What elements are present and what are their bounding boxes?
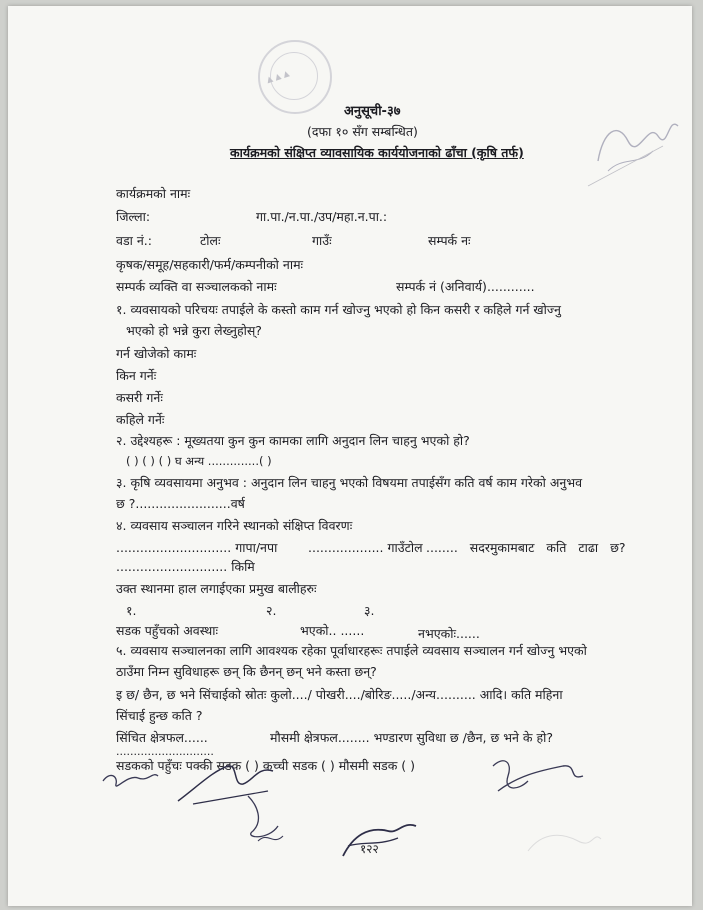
contact-person-label: सम्पर्क व्यक्ति वा सञ्चालकको नामः	[116, 279, 277, 294]
section1-heading-line2: भएको हो भन्ने कुरा लेख्नुहोस्?	[126, 323, 262, 338]
why-label: किन गर्नेः	[116, 368, 157, 383]
document-title: कार्यक्रमको संक्षिप्त व्यावसायिक कार्ययोजनाको ढाँचा (कृषि तर्फ)	[230, 145, 524, 160]
section2-options: ( ) ( ) ( ) घ अन्य ..............( )	[126, 454, 272, 468]
page-number: १२२	[360, 842, 379, 856]
handwritten-stamp-right	[568, 101, 688, 191]
road-status-label: सडक पहुँचको अवस्थाः	[116, 623, 219, 638]
annex-label: अनुसूची-३७	[344, 104, 401, 119]
section4-heading: ४. व्यवसाय सञ्चालन गरिने स्थानको संक्षिप्त विवरणः	[116, 518, 353, 533]
village-label: गाउँः	[312, 233, 332, 248]
tole-label: टोलः	[200, 233, 221, 248]
road-access-options: सडकको पहुँचः पक्की सडक ( ) कच्ची सडक ( ) मौसमी सडक ( )	[116, 758, 416, 773]
seasonal-area-storage: मौसमी क्षेत्रफल........ भण्डारण सुविधा छ /छैन, छ भने के हो?	[270, 730, 554, 745]
contact-label: सम्पर्क नः	[428, 233, 471, 248]
how-label: कसरी गर्नेः	[116, 390, 163, 405]
section3-line2: छ ?........................वर्ष	[116, 496, 245, 511]
location-municipality: ............................. गापा/नपा	[116, 540, 278, 555]
irrigated-area: सिंचित क्षेत्रफल......	[116, 730, 208, 745]
crop-3: ३.	[364, 603, 375, 618]
crop-2: २.	[266, 603, 277, 618]
faint-stamp-bottom	[523, 821, 603, 861]
farmer-group-label: कृषक/समूह/सहकारी/फर्म/कम्पनीको नामः	[116, 257, 304, 272]
program-name-label: कार्यक्रमको नामः	[116, 186, 191, 201]
road-no: नभएकोः......	[418, 626, 480, 641]
office-seal-stamp: ▲ ▲ ▲	[258, 40, 332, 114]
location-tole: ................... गाउँटोल	[308, 540, 423, 555]
section5-line2: ठाउँमा निम्न सुविधाहरू छन् कि छैनन् छन् भने कस्ता छन्?	[116, 664, 377, 679]
what-to-do-label: गर्न खोजेको कामः	[116, 346, 197, 361]
location-distance: ........ सदरमुकामबाट कति टाढा छ?	[426, 540, 626, 555]
contact-mandatory-label: सम्पर्क नं (अनिवार्य)............	[396, 279, 535, 294]
district-label: जिल्ला:	[116, 209, 151, 224]
section3-line1: ३. कृषि व्यवसायमा अनुभव : अनुदान लिन चाहनु भएको विषयमा तपाईसँग कति वर्ष काम गरेको अनुभव	[116, 475, 583, 490]
section2-heading: २. उद्देश्यहरू : मूख्यतया कुन कुन कामका लागि अनुदान लिन चाहनु भएको हो?	[116, 433, 470, 448]
road-yes: भएको.. ......	[300, 623, 365, 638]
document-page	[8, 6, 692, 906]
crops-heading: उक्त स्थानमा हाल लगाईएका प्रमुख बालीहरुः	[116, 581, 317, 596]
section5-line1: ५. व्यवसाय सञ्चालनका लागि आवश्यक रहेका पूर्वाधारहरूः तपाईले व्यवसाय सञ्चालन गर्न खोज्नु भएको	[116, 643, 587, 658]
section-reference: (दफा १० सँग सम्बन्धित)	[307, 124, 418, 139]
crop-1: १.	[126, 603, 137, 618]
blank-dots: ............................	[116, 745, 214, 758]
section1-heading-line1: १. व्यवसायको परिचयः तपाईले के कस्तो काम गर्न खोज्नु भएको हो किन कसरी र कहिले गर्न खोज्नु	[116, 302, 561, 317]
section5-line4: सिंचाई हुन्छ कति ?	[116, 708, 203, 723]
ward-label: वडा नं.:	[116, 233, 152, 248]
section5-line3: इ छ/ छैन, छ भने सिंचाईको स्रोतः कुलो..../ पोखरी..../बोरिङ...../अन्य.......... आदि। कति महिना	[116, 687, 563, 702]
when-label: कहिले गर्नेः	[116, 412, 165, 427]
municipality-label: गा.पा./न.पा./उप/महा.न.पा.:	[256, 209, 388, 224]
location-km: ............................ किमि	[116, 559, 255, 574]
